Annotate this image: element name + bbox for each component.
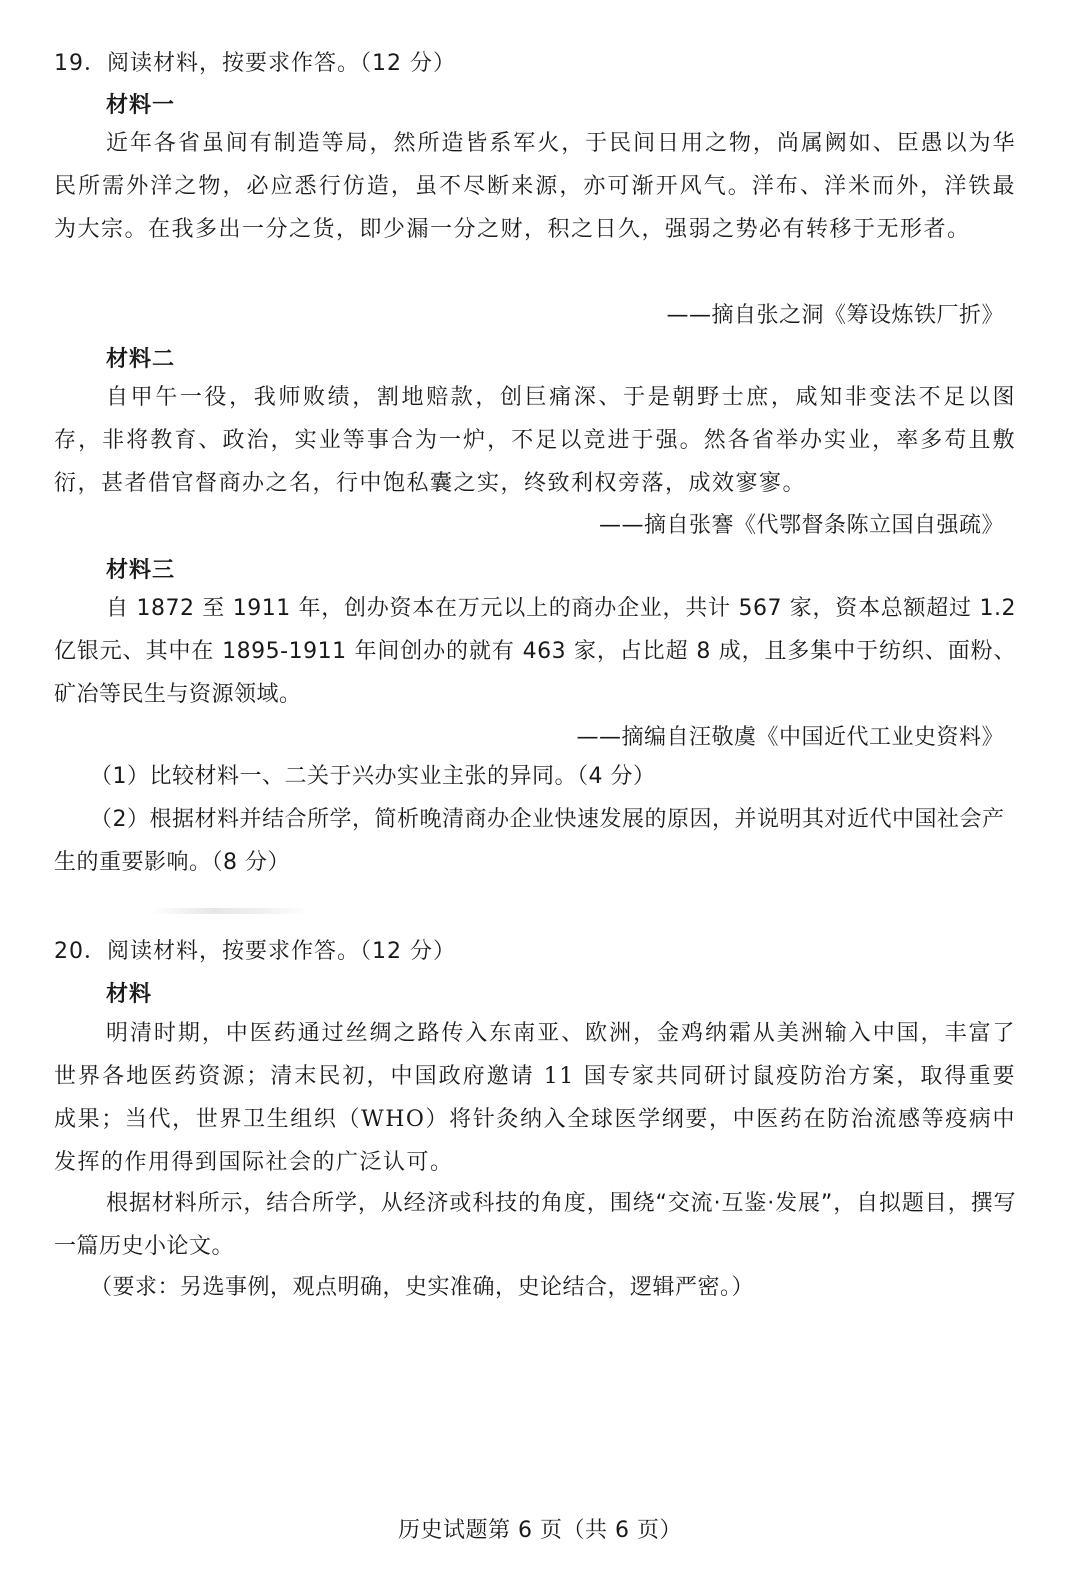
page-footer: 历史试题第 6 页（共 6 页） xyxy=(398,1518,682,1543)
q20-material-text: 明清时期，中医药通过丝绸之路传入东南亚、欧洲，金鸡纳霜从美洲输入中国，丰富了世界各地医药资源；清末民初，中国政府邀请 11 国专家共同研讨鼠疫防治方案，取得重要成果；当代，世界卫生组织（WHO）将针灸纳入全球医学纲要，中医药在防治流感等疫病中发挥的作用得到国际社会的广泛认可。 xyxy=(54,1021,1016,1175)
q19-material3-source: ——摘编自汪敬虞《中国近代工业史资料》 xyxy=(576,725,1004,750)
q19-material1-source: ——摘自张之洞《筹设炼铁厂折》 xyxy=(666,303,1004,328)
question-19-heading: 19．阅读材料，按要求作答。（12 分） xyxy=(54,51,456,76)
q19-material2-text: 自甲午一役，我师败绩，割地赔款，创巨痛深、于是朝野士庶，咸知非变法不足以图存，非将教育、政治，实业等事合为一炉，不足以竞进于强。然各省举办实业，率多苟且敷衍，甚者借官督商办之名，行中饱私囊之实，终致利权旁落，成效寥寥。 xyxy=(54,385,1016,496)
q19-sub-question-1: （1）比较材料一、二关于兴办实业主张的异同。（4 分） xyxy=(90,764,656,789)
question-20-heading: 20．阅读材料，按要求作答。（12 分） xyxy=(54,939,456,964)
q19-material1-text: 近年各省虽间有制造等局，然所造皆系军火，于民间日用之物，尚属阙如、臣愚以为华民所需外洋之物，必应悉行仿造，虽不尽断来源，亦可渐开风气。洋布、洋米而外，洋铁最为大宗。在我多出一分之货，即少漏一分之财，积之日久，强弱之势必有转移于无形者。 xyxy=(54,131,1016,242)
q20-task: 根据材料所示，结合所学，从经济或科技的角度，围绕“交流·互鉴·发展”，自拟题目，撰写一篇历史小论文。 xyxy=(54,1191,1016,1259)
q19-material2-title: 材料二 xyxy=(106,347,176,372)
q20-material-title: 材料 xyxy=(106,982,153,1007)
q19-sub-question-2: （2）根据材料并结合所学，简析晚清商办企业快速发展的原因，并说明其对近代中国社会产生的重要影响。（8 分） xyxy=(54,807,1005,875)
q19-material3-text: 自 1872 至 1911 年，创办资本在万元以上的商办企业，共计 567 家，资本总额超过 1.2 亿银元、其中在 1895-1911 年间创办的就有 463 家，占比超 8 成，且多集中于纺织、面粉、矿冶等民生与资源领域。 xyxy=(54,596,1016,707)
q19-material2-source: ——摘自张謇《代鄂督条陈立国自强疏》 xyxy=(598,513,1004,538)
q20-requirement: （要求：另选事例，观点明确，史实准确，史论结合，逻辑严密。） xyxy=(90,1275,755,1300)
scan-smudge xyxy=(150,908,310,914)
q19-material3-title: 材料三 xyxy=(106,558,176,583)
q19-material1-title: 材料一 xyxy=(106,93,176,118)
